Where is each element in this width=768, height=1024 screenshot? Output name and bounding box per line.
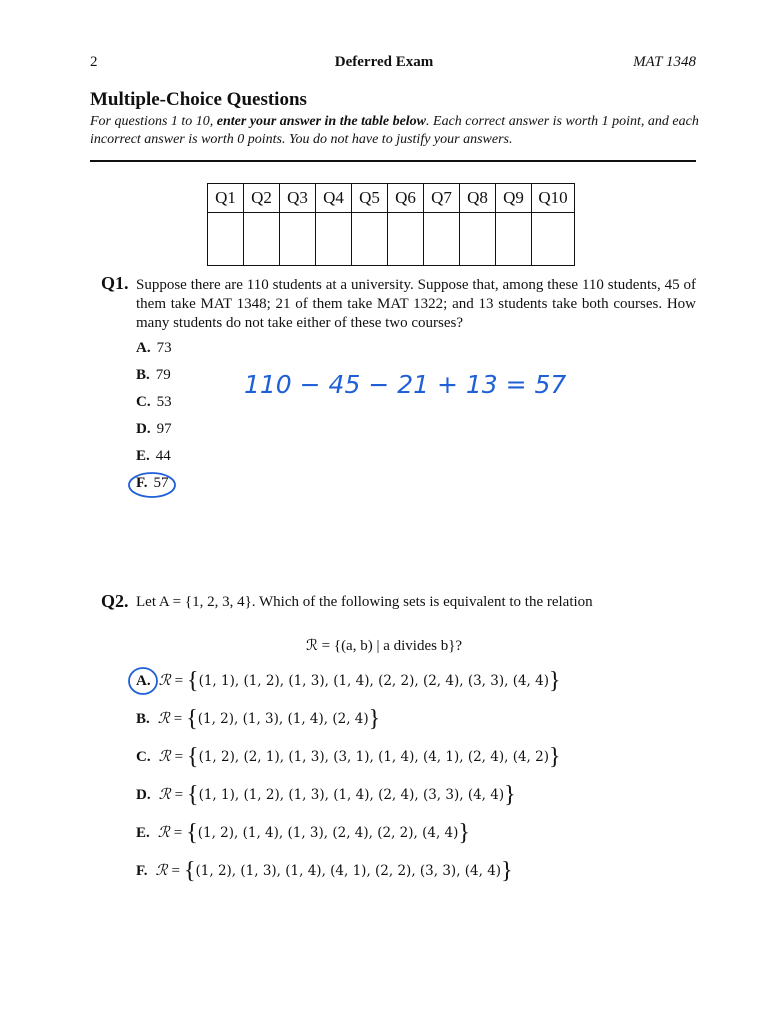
- section-divider: [90, 160, 696, 162]
- answer-header-q7: Q7: [424, 184, 460, 213]
- q2-option-set: (1, 2), (1, 3), (1, 4), (2, 4): [197, 711, 369, 727]
- q1-option-letter: A.: [136, 340, 151, 356]
- answer-header-q10: Q10: [532, 184, 575, 213]
- equals-sign: =: [173, 825, 183, 841]
- answer-header-q1: Q1: [208, 184, 244, 213]
- close-brace: }: [458, 820, 470, 846]
- open-brace: {: [187, 782, 199, 808]
- q2-option-set: (1, 1), (1, 2), (1, 3), (1, 4), (2, 2), (2, 4), (3, 3), (4, 4): [198, 673, 549, 689]
- answer-cell-q7[interactable]: [424, 213, 460, 266]
- q2-option-set: (1, 2), (2, 1), (1, 3), (3, 1), (1, 4), (4, 1), (2, 4), (4, 2): [198, 749, 549, 765]
- answer-header-q9: Q9: [496, 184, 532, 213]
- q2-label: Q2.: [101, 591, 129, 611]
- q1-option-f[interactable]: [136, 475, 169, 492]
- q2-option-set: (1, 2), (1, 4), (1, 3), (2, 4), (2, 2), (4, 4): [197, 825, 459, 841]
- answer-header-q4: Q4: [316, 184, 352, 213]
- close-brace: }: [549, 744, 561, 770]
- q2-option-b[interactable]: [136, 706, 380, 733]
- q1-option-letter: B.: [136, 367, 150, 383]
- equals-sign: =: [171, 863, 180, 879]
- instructions: [90, 113, 700, 149]
- q1-option-d[interactable]: [136, 421, 172, 438]
- q1-option-value: 97: [156, 421, 172, 437]
- section-title: Multiple-Choice Questions: [90, 89, 307, 110]
- q1-option-letter: C.: [136, 394, 151, 410]
- answer-table-header-row: [208, 184, 575, 213]
- relation-symbol: ℛ: [158, 785, 171, 803]
- equals-sign: =: [174, 787, 184, 803]
- q1-option-value: 44: [155, 448, 171, 464]
- q2-option-letter: E.: [136, 825, 150, 841]
- q2-option-letter: B.: [136, 711, 150, 727]
- answer-header-q8: Q8: [460, 184, 496, 213]
- relation-symbol: ℛ: [157, 823, 170, 841]
- q1-option-a[interactable]: [136, 340, 172, 357]
- q1-option-letter: F.: [136, 475, 148, 491]
- q2-option-letter: F.: [136, 863, 148, 879]
- relation-symbol: ℛ: [157, 709, 170, 727]
- q2-option-d[interactable]: [136, 782, 516, 809]
- answer-header-q2: Q2: [244, 184, 280, 213]
- page-number: 2: [90, 54, 98, 70]
- answer-header-q6: Q6: [388, 184, 424, 213]
- q1-option-value: 57: [153, 475, 169, 491]
- instructions-emphasis: enter your answer in the table below: [216, 114, 427, 129]
- q1-option-e[interactable]: [136, 448, 171, 465]
- answer-table-entry-row: [208, 213, 575, 266]
- equals-sign: =: [173, 711, 183, 727]
- q1-option-b[interactable]: [136, 367, 171, 384]
- q2-option-set: (1, 1), (1, 2), (1, 3), (1, 4), (2, 4), (3, 3), (4, 4): [198, 787, 505, 803]
- answer-header-q5: Q5: [352, 184, 388, 213]
- q1-option-value: 53: [156, 394, 172, 410]
- open-brace: {: [186, 820, 198, 846]
- close-brace: }: [504, 782, 516, 808]
- answer-cell-q1[interactable]: [208, 213, 244, 266]
- q1-label: Q1.: [101, 273, 129, 293]
- q2-option-c[interactable]: [136, 744, 561, 771]
- answer-cell-q8[interactable]: [460, 213, 496, 266]
- q1-text: Suppose there are 110 students at a university. Suppose that, among these 110 students, 45 of them take MAT 1348; 21 of them take MAT 1322; and 13 students take both courses. How many students do not take either of these two courses?: [136, 277, 696, 331]
- course-code: MAT 1348: [633, 54, 696, 70]
- close-brace: }: [368, 706, 381, 732]
- answer-cell-q10[interactable]: [532, 213, 575, 266]
- handwritten-work: 110 − 45 − 21 + 13 = 57: [244, 370, 567, 399]
- q2-option-set: (1, 2), (1, 3), (1, 4), (4, 1), (2, 2), (3, 3), (4, 4): [195, 863, 502, 879]
- answer-cell-q6[interactable]: [388, 213, 424, 266]
- answer-cell-q9[interactable]: [496, 213, 532, 266]
- q2-option-letter: A.: [136, 673, 151, 689]
- q1-option-letter: D.: [136, 421, 151, 437]
- open-brace: {: [187, 744, 199, 770]
- answer-cell-q4[interactable]: [316, 213, 352, 266]
- open-brace: {: [183, 858, 196, 884]
- relation-symbol: ℛ: [155, 861, 168, 879]
- q2-option-a[interactable]: [136, 668, 561, 695]
- open-brace: {: [187, 668, 199, 694]
- q1-option-value: 79: [155, 367, 171, 383]
- q2-option-letter: D.: [136, 787, 151, 803]
- answer-header-q3: Q3: [280, 184, 316, 213]
- answer-cell-q2[interactable]: [244, 213, 280, 266]
- q2-relation: ℛ = {(a, b) | a divides b}?: [305, 638, 463, 654]
- equals-sign: =: [174, 673, 184, 689]
- close-brace: }: [549, 668, 561, 694]
- q2-option-f[interactable]: [136, 858, 513, 885]
- q2-text: Let A = {1, 2, 3, 4}. Which of the following sets is equivalent to the relation: [136, 594, 593, 610]
- q2-option-letter: C.: [136, 749, 151, 765]
- exam-title: Deferred Exam: [334, 54, 434, 70]
- q2-option-e[interactable]: [136, 820, 470, 847]
- instructions-post: . Each correct answer is worth 1 point, and each incorrect answer is worth 0 points. You do not have to justify your answers.: [90, 114, 699, 147]
- answer-cell-q3[interactable]: [280, 213, 316, 266]
- q1-option-letter: E.: [136, 448, 150, 464]
- instructions-pre: For questions 1 to 10,: [90, 114, 217, 129]
- answer-table: [207, 183, 575, 266]
- equals-sign: =: [174, 749, 184, 765]
- open-brace: {: [186, 706, 198, 732]
- relation-symbol: ℛ: [158, 671, 171, 689]
- q1-option-value: 73: [156, 340, 172, 356]
- close-brace: }: [501, 858, 513, 884]
- q1-option-c[interactable]: [136, 394, 172, 411]
- answer-cell-q5[interactable]: [352, 213, 388, 266]
- relation-symbol: ℛ: [158, 747, 171, 765]
